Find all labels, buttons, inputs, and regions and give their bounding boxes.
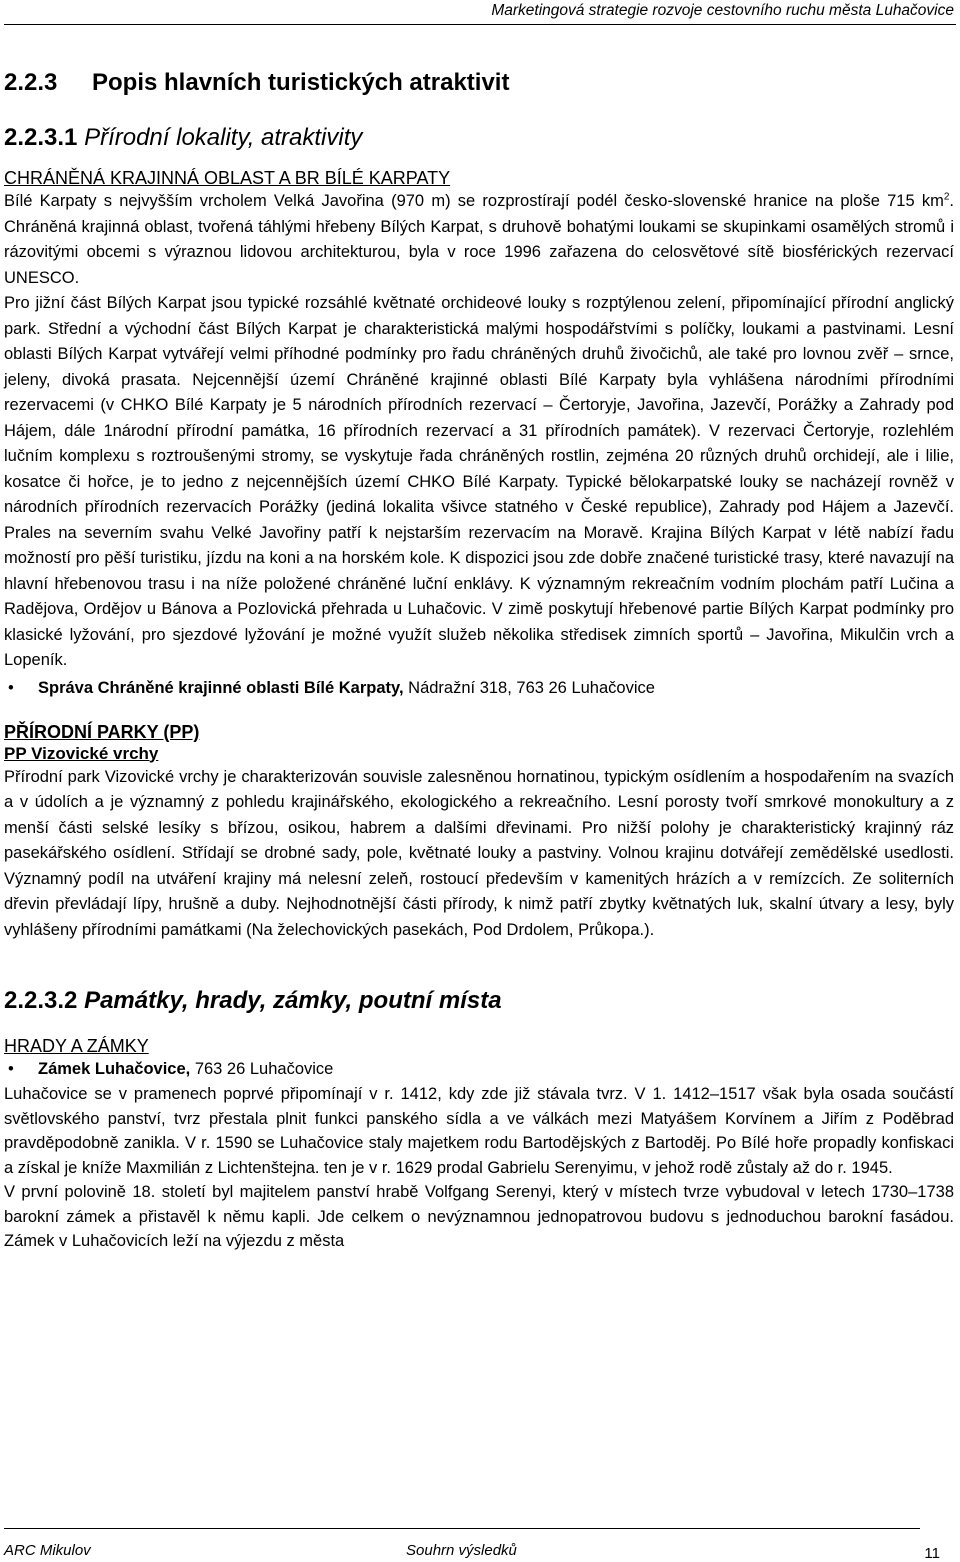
bullet-icon: • [8, 678, 14, 697]
category-heading-castles: HRADY A ZÁMKY [4, 1036, 149, 1056]
bullet-sprava-chko: • Správa Chráněné krajinné oblasti Bílé Karpaty, Nádražní 318, 763 26 Luhačovice [4, 676, 954, 701]
paragraph-zamek-baroque: V první polovině 18. století byl majitelem panství hrabě Volfgang Serenyi, který v místech tvrze vybudoval v letech 1730–1738 barokní zámek a přistavěl k němu kapli. Jde celkem o nevýznamnou jednopatrovou budovu s jednoduchou barokní fasádou. Zámek v Luhačovicích leží na výjezdu z města [4, 1183, 954, 1250]
header-rule [4, 24, 956, 25]
bullet-icon: • [8, 1060, 14, 1078]
footer-rule [4, 1528, 920, 1529]
category-heading-chko: CHRÁNĚNÁ KRAJINNÁ OBLAST A BR BÍLÉ KARPATY [4, 168, 451, 188]
paragraph-zamek-history: Luhačovice se v pramenech poprvé připomínají v r. 1412, kdy zde již stávala tvrz. V 1. 1412–1517 však byla osada součástí světlovského panství, tvrz přestala plnit funkci panského sídla a ve válkách mezi Matyášem Korvínem a Jiřím z Poděbrad pravděpodobně zanikla. V r. 1590 se Luhačovice staly majetkem rodu Bartodějských z Bartoděj. Po Bílé hoře propadly konfiskaci a získal je kníže Maxmilián z Lichtenštejna. ten je v r. 1629 prodal Gabrielu Serenyimu, v jehož rodě zůstaly až do r. 1945. [4, 1085, 954, 1177]
footer-title: Souhrn výsledků [406, 1542, 517, 1559]
paragraph-chko-intro: Bílé Karpaty s nejvyšším vrcholem Velká Javořina (970 m) se rozprostírají podél česko-slovenské hranice na ploše 715 $km^2$. Chráněná krajinná oblast, tvořená táhlými hřebeny Bílých Karpat, s druhově bohatými loukami se skupinkami osamělých stromů i rázovitými obcemi s výraznou lidovou architekturou, byla v roce 1996 zařazena do celosvětové sítě biosférických rezervací UNESCO. [4, 191, 954, 287]
section-title: Popis hlavních turistických atraktivit [92, 69, 510, 96]
paragraph-vizovicke-vrchy: Přírodní park Vizovické vrchy je charakterizován souvisle zalesněnou hornatinou, typickým osídlením a hospodařením na svazích a v údolích a je významný z pohledu krajinářského, ekologického a rekreačního. Lesní porosty tvoří smrkové monokultury a z menší části selské lesíky s břízou, osikou, habrem a dalšími dřevinami. Pro nižší polohy je charakteristický krajinný ráz pasekářského osídlení. Střídají se drobné sady, pole, květnaté louky a pastviny. Volnou krajinu dotvářejí zemědělské usedlosti. Významný podíl na utváření krajiny má nelesní zeleň, rostoucí především v kamenitých hrázích a v remízcích. Ze soliterních dřevin převládají lípy, hrušně a duby. Nejhodnotnější části přírody, k nimž patří zbytky květnatých luk, skalní útvary a lesy, byly vyhlášeny přírodními památkami (Na želechovických pasekách, Pod Drdolem, Průkopa.). [4, 767, 954, 939]
paragraph-chko-detail: Pro jižní část Bílých Karpat jsou typické rozsáhlé květnaté orchideové louky s rozptýlenou zelení, připomínající přírodní anglický park. Střední a východní část Bílých Karpat je charakteristická malými hospodářstvími s políčky, loukami a pastvinami. Lesní oblasti Bílých Karpat vytvářejí velmi příhodné podmínky pro řadu chráněných druhů živočichů, ale také pro lovnou zvěř – srnce, jeleny, divoká prasata. Nejcennější území Chráněné krajinné oblasti Bílé Karpaty byla vyhlášena národními přírodními rezervacemi (v CHKO Bílé Karpaty je 5 národních přírodních rezervací – Čertoryje, Javořina, Jazevčí, Porážky a Zahrady pod Hájem, dále 1národní přírodní památka, 16 přírodních rezervací a 31 přírodních památek). V rezervaci Čertoryje, rozlehlém lučním komplexu s roztroušenými stromy, se vyskytuje řada chráněných rostlin, zejména 20 různých druhů orchidejí, ale i lilie, kosatce či hořce, je to jedno z nejcennějších území CHKO Bílé Karpaty. Typické bělokarpatské louky se nacházejí rovněž v národních přírodních rezervacích Porážky (jediná lokalita všivce statného v České republice), Zahrady pod Hájem a Jazevčí. Prales na severním svahu Velké Javořiny patří k nejstarším rezervacím na Moravě. Krajina Bílých Karpat v létě nabízí řadu možností pro pěší turistiku, jízdu na koni a na horském kole. K dispozici jsou zde dobře značené turistické trasy, které navazují na hlavní hřebenovou trasu i na níže položené chráněné luční enklávy. K významným rekreačním vodním plochám patří Lučina a Radějova, Ordějov u Bánova a Pozlovická přehrada u Luhačovic. V zimě poskytují hřebenové partie Bílých Karpat podmínky pro klasické lyžování, pro sjezdové lyžování je možné využít služeb několika středisek zimních sportů – Javořina, Mikulčin vrch a Lopeník. [4, 294, 954, 669]
footer-author: ARC Mikulov [4, 1542, 91, 1559]
subsection-heading-1 [4, 123, 954, 153]
bullet-zamek-luhacovice: • Zámek Luhačovice, 763 26 Luhačovice [4, 1057, 954, 1082]
running-header: Marketingová strategie rozvoje cestovního ruchu města Luhačovice [491, 2, 954, 19]
subsection-title-1: Přírodní lokality, atraktivity [84, 124, 363, 151]
subsection-number-2: 2.2.3.2 [4, 987, 78, 1014]
subsection-heading-2 [4, 986, 954, 1016]
section-number: 2.2.3 [4, 69, 58, 96]
category-heading-parks: PŘÍRODNÍ PARKY (PP) [4, 721, 200, 742]
content [4, 68, 954, 1254]
subsection-title-2: Památky, hrady, zámky, poutní místa [84, 987, 502, 1014]
subheading-vizovicke-vrchy: PP Vizovické vrchy [4, 743, 159, 763]
subsection-number-1: 2.2.3.1 [4, 124, 78, 151]
section-heading [4, 68, 954, 98]
page-number: 11 [924, 1545, 940, 1562]
